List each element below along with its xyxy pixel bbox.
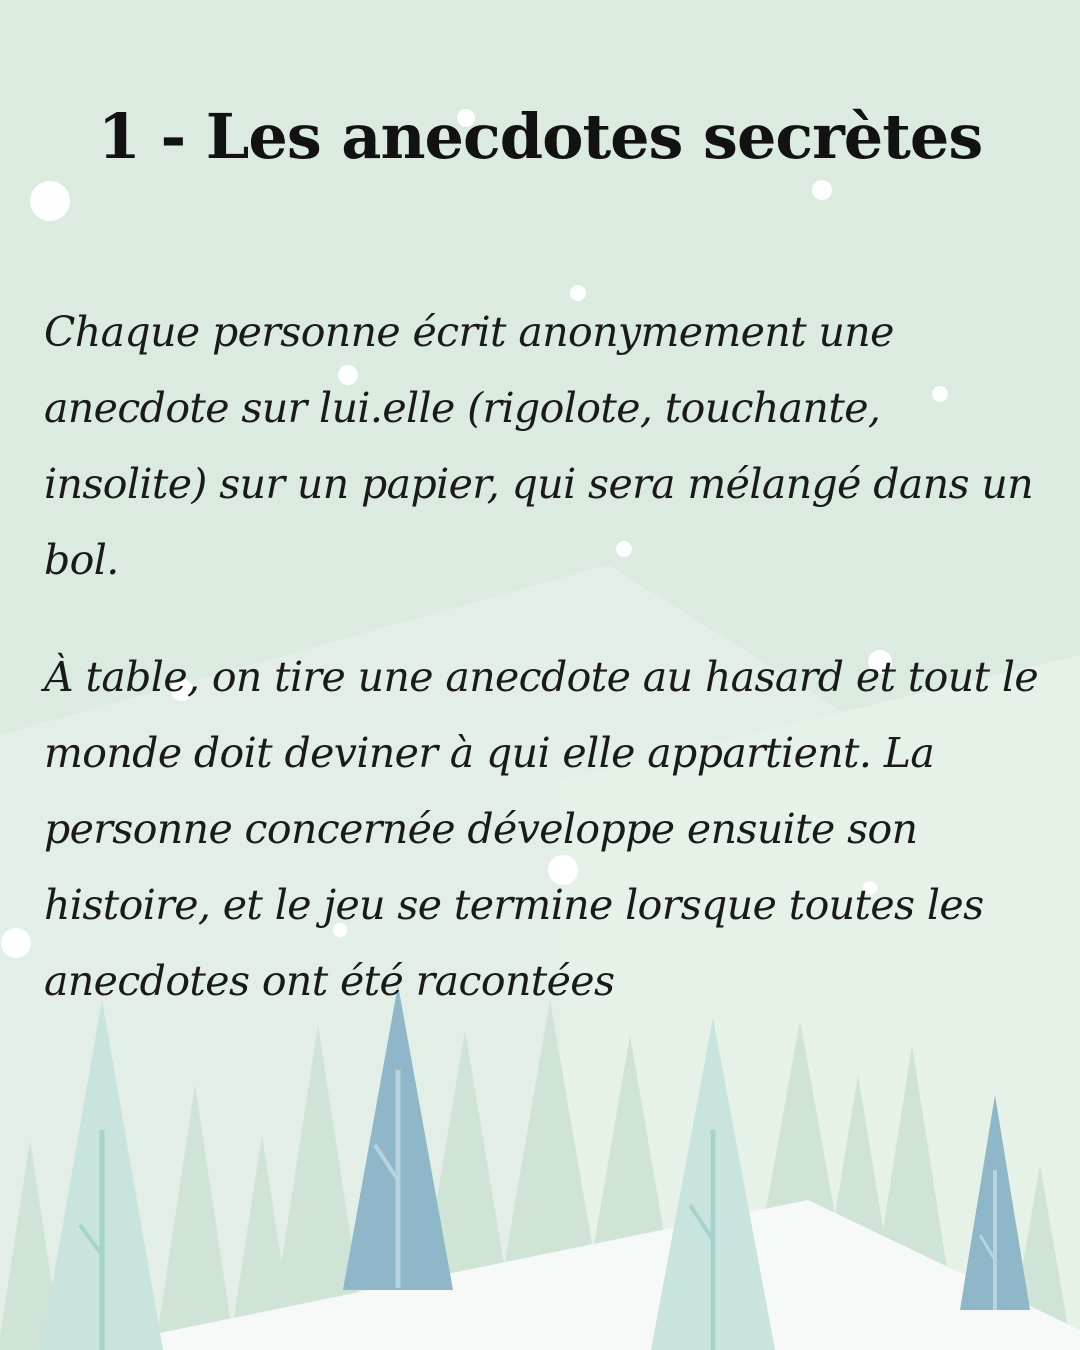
page-title: 1 - Les anecdotes secrètes	[97, 100, 983, 173]
paragraph-rules: Chaque personne écrit anonymement une anecdote sur lui.elle (rigolote, touchante, insolite) sur un papier, qui sera mélangé dans un bol.	[44, 308, 1034, 584]
paragraph-gameplay: À table, on tire une anecdote au hasard et tout le monde doit deviner à qui elle appartient. La personne concernée développe ensuite son histoire, et le jeu se termine lorsque toutes les anecdotes ont été racontées	[44, 653, 1039, 1005]
